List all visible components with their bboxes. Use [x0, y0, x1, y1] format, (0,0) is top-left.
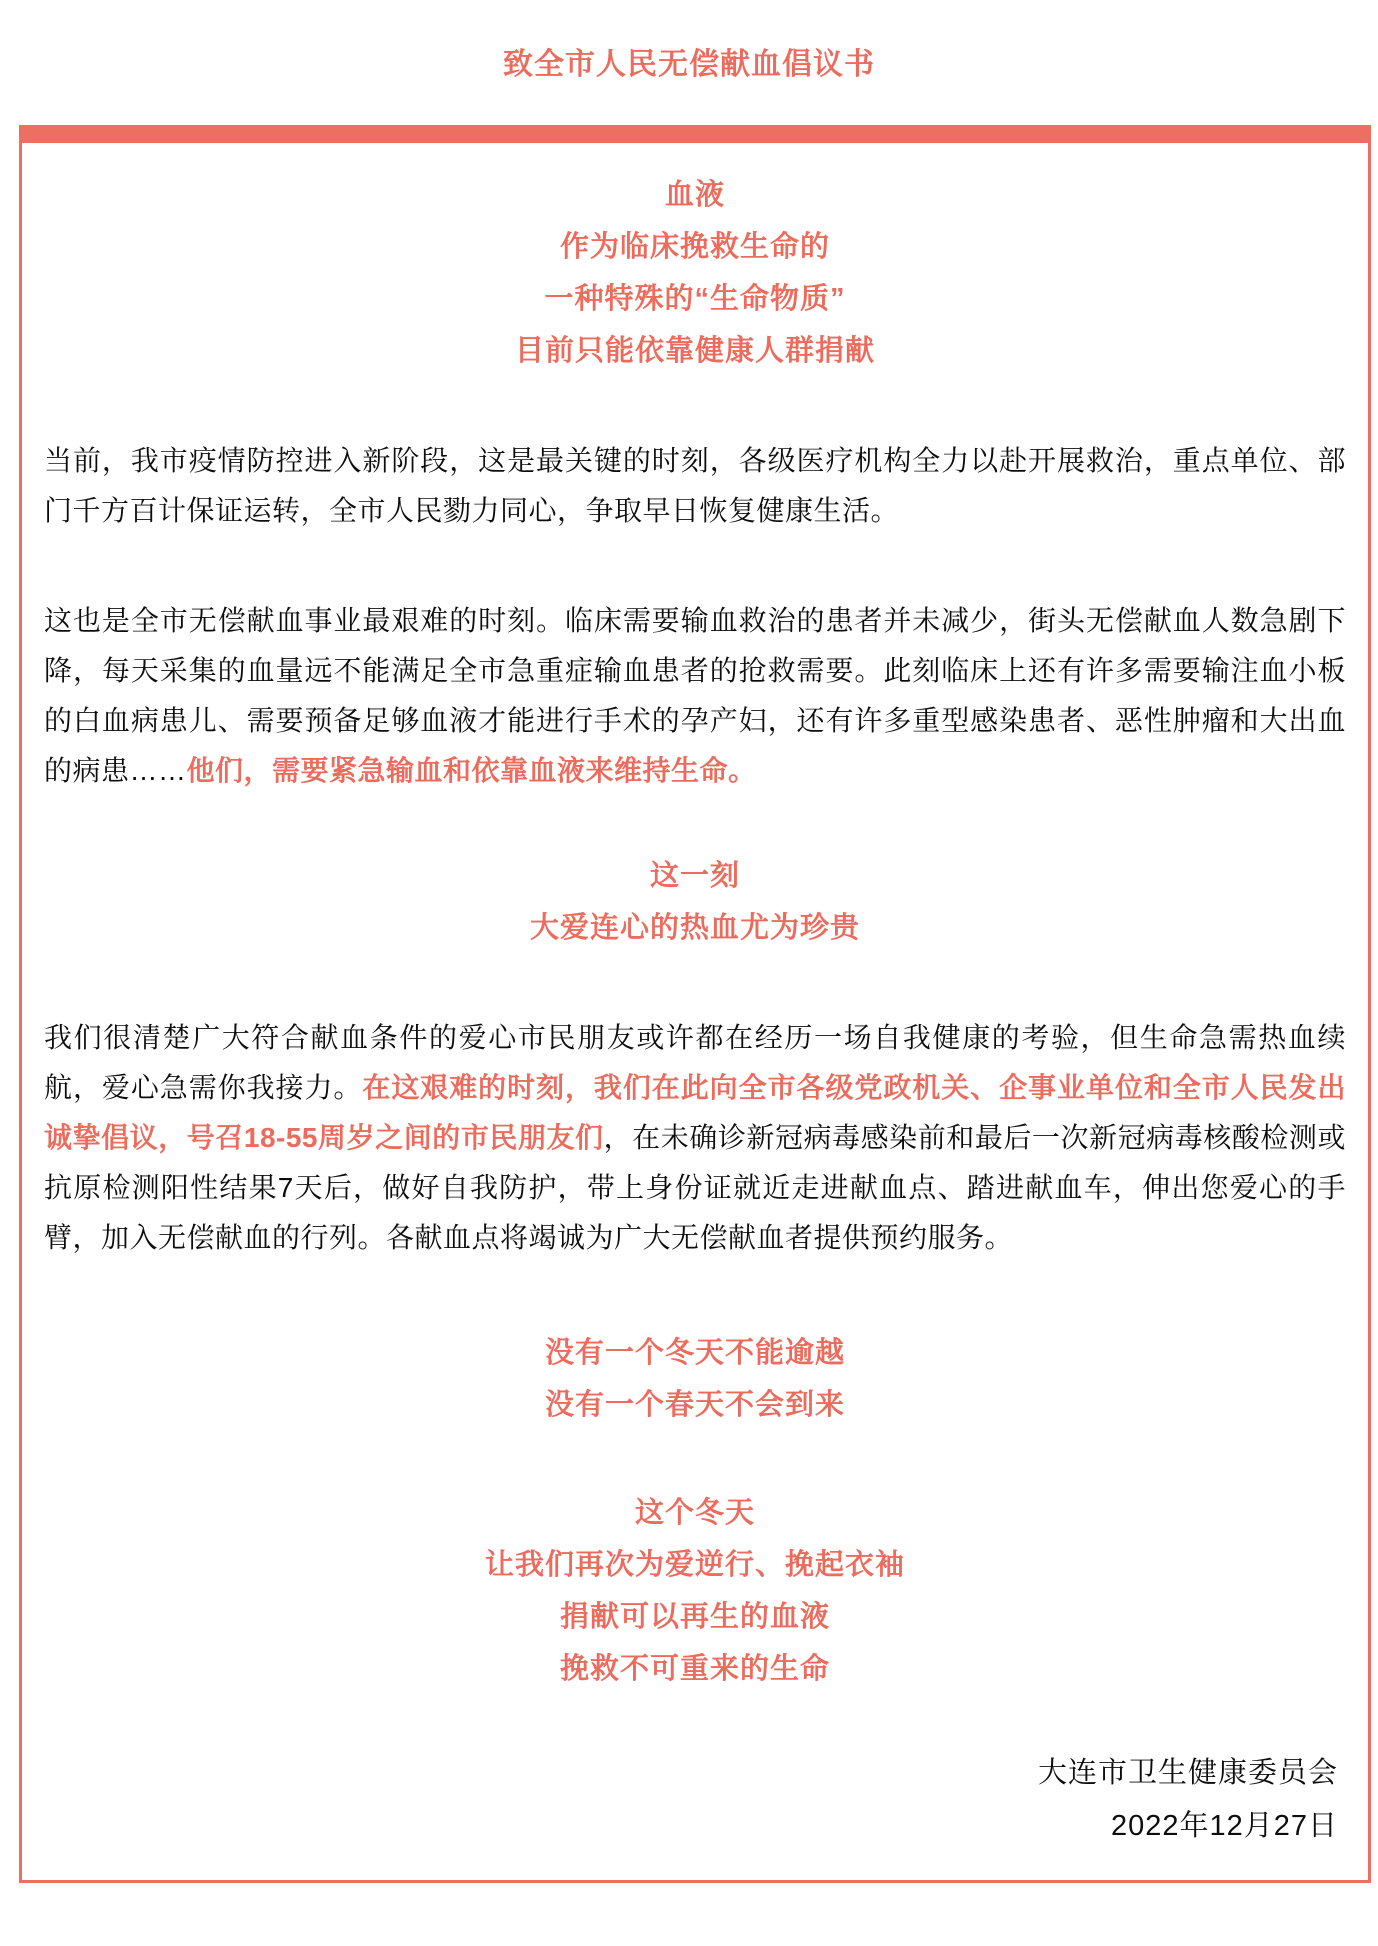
signature-block: [44, 1747, 1346, 1853]
announcement-frame: [19, 125, 1371, 1883]
page-title: 致全市人民无偿献血倡议书: [503, 48, 875, 81]
intro-statement-line: 目前只能依靠健康人群捐献: [514, 335, 875, 367]
signature-date: 2022年12月27日: [1110, 1810, 1338, 1842]
signature-organization: 大连市卫生健康委员会: [1037, 1757, 1338, 1789]
highlight-text: 在这艰难的时刻，我们在此向全市各级党政机关、企事业单位和全市人民发出诚挚倡议，号召18-55周岁之间的市民朋友们: [44, 1072, 1346, 1153]
winter-statement-line: 没有一个冬天不能逾越: [544, 1337, 845, 1369]
intro-statement-line: 作为临床挽救生命的: [559, 231, 830, 263]
intro-statement-line: 血液: [664, 179, 725, 211]
moment-statement-line: 这一刻: [649, 860, 740, 892]
closing-statement-block: [44, 1487, 1346, 1695]
paragraph-text: 这也是全市无偿献血事业最艰难的时刻。临床需要输血救治的患者并未减少，街头无偿献血人数急剧下降，每天采集的血量远不能满足全市急重症输血患者的抢救需要。此刻临床上还有许多需要输注血小板的白血病患儿、需要预备足够血液才能进行手术的孕产妇，还有许多重型感染患者、恶性肿瘤和大出血的病患……: [44, 605, 1346, 786]
intro-statement-line: 一种特殊的“生命物质”: [544, 283, 846, 315]
intro-statement-block: [44, 169, 1346, 377]
winter-statement-line: 没有一个春天不会到来: [544, 1389, 845, 1421]
paragraph-text: 我们很清楚广大符合献血条件的爱心市民朋友或许都在经历一场自我健康的考验，但生命急需热血续航，爱心急需你我接力。: [44, 1022, 1346, 1103]
paragraph-call-to-action: [44, 1013, 1346, 1263]
paragraph-text: ，在未确诊新冠病毒感染前和最后一次新冠病毒核酸检测或抗原检测阳性结果7天后，做好自我防护，带上身份证就近走进献血点、踏进献血车，伸出您爱心的手臂，加入无偿献血的行列。各献血点将竭诚为广大无偿献血者提供预约服务。: [44, 1122, 1346, 1253]
paragraph-text: 当前，我市疫情防控进入新阶段，这是最关键的时刻，各级医疗机构全力以赴开展救治，重点单位、部门千方百计保证运转，全市人民勠力同心，争取早日恢复健康生活。: [44, 445, 1346, 526]
winter-statement-block: [44, 1327, 1346, 1431]
moment-statement-block: [44, 850, 1346, 954]
paragraph-current-situation: [44, 436, 1346, 536]
paragraph-blood-shortage: [44, 596, 1346, 796]
closing-statement-line: 挽救不可重来的生命: [559, 1653, 830, 1685]
closing-statement-line: 捐献可以再生的血液: [559, 1601, 830, 1633]
closing-statement-line: 让我们再次为爱逆行、挽起衣袖: [484, 1549, 905, 1581]
highlight-text: 他们，需要紧急输血和依靠血液来维持生命。: [186, 755, 757, 786]
closing-statement-line: 这个冬天: [634, 1497, 755, 1529]
moment-statement-line: 大爱连心的热血尤为珍贵: [529, 912, 860, 944]
